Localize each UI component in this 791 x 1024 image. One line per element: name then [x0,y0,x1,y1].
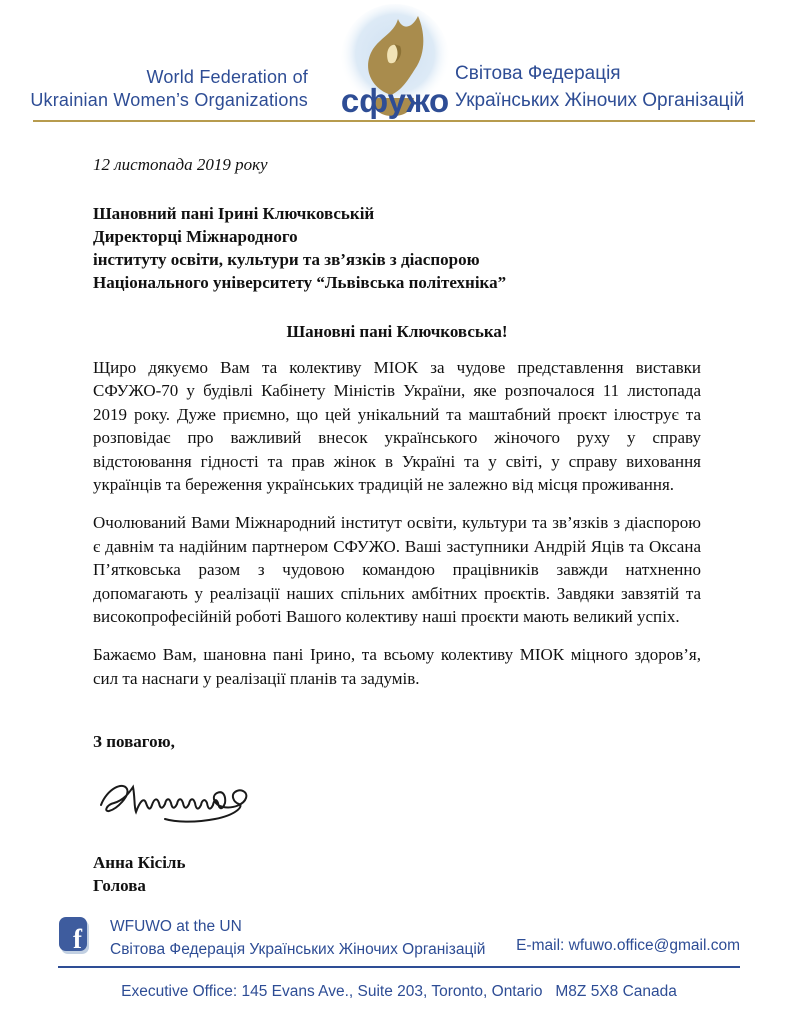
signature-image [93,773,701,835]
footer-divider [58,966,740,968]
footer-address: Executive Office: 145 Evans Ave., Suite 203, Toronto, Ontario M8Z 5X8 Canada [121,983,677,1000]
footer-facebook-line1: WFUWO at the UN [110,918,242,935]
recipient-line: Національного університету “Львівська політехніка” [93,273,507,292]
paragraph-2: Очолюваний Вами Міжнародний інститут освіти, культури та зв’язків з діаспорою є давнім та надійним партнером СФУЖО. Ваші заступники Андрій Яців та Оксана П’ятковська разом з чудовою командою працівників завжди натхненно допомагають у реалізації наших спільних амбітних проєктів. Завдяки завзятій та високопрофесійній роботі Вашого колективу наші проєкти мають великий успіх. [93,513,701,627]
org-name-ukrainian [455,60,765,114]
recipient-line: Директорці Міжнародного [93,227,298,246]
org-name-ukrainian-line2: Українських Жіночих Організацій [455,90,745,111]
recipient-line: Шановний пані Ірині Ключковській [93,204,375,223]
recipient-line: інституту освіти, культури та зв’язків з діаспорою [93,250,480,269]
salutation: Шановні пані Ключковська! [286,322,508,341]
org-name-ukrainian-line1: Світова Федерація [455,63,621,84]
footer-email: E-mail: wfuwo.office@gmail.com [516,937,740,954]
org-name-english-line1: World Federation of [146,67,308,87]
footer-social-block [110,915,530,961]
signer-title: Голова [93,876,146,896]
letter-body [93,153,701,897]
closing-line: З повагою, [93,732,175,752]
letterhead-divider [33,120,755,122]
facebook-f-glyph: f [73,924,82,954]
letter-date: 12 листопада 2019 року [93,155,268,174]
footer-facebook-line2: Світова Федерація Українських Жіночих Організацій [110,941,486,958]
logo-acronym: сфужо [340,82,450,119]
paragraph-3: Бажаємо Вам, шановна пані Ірино, та всьому колективу МІОК міцного здоров’я, сил та наснаги у реалізації планів та задумів. [93,645,701,688]
facebook-icon [59,917,87,954]
org-name-english-line2: Ukrainian Women’s Organizations [30,90,308,110]
signer-name: Анна Кісіль [93,853,186,873]
recipient-block [93,202,701,294]
handwritten-signature-icon [93,773,278,835]
org-name-english [20,66,308,112]
paragraph-1: Щиро дякуємо Вам та колективу МІОК за чудове представлення виставки СФУЖО-70 у будівлі Кабінету Міністів України, яке розпочалося 11 листопада 2019 року. Дуже приємно, що цей унікальний та маштабний проєкт ілюструє та розповідає про важливий внесок українського жіночого руху у справу відстоювання гідності та прав жінок в Україні та у світі, у справу виховання українців та береження українських традицій не залежно від місця проживання. [93,358,701,495]
